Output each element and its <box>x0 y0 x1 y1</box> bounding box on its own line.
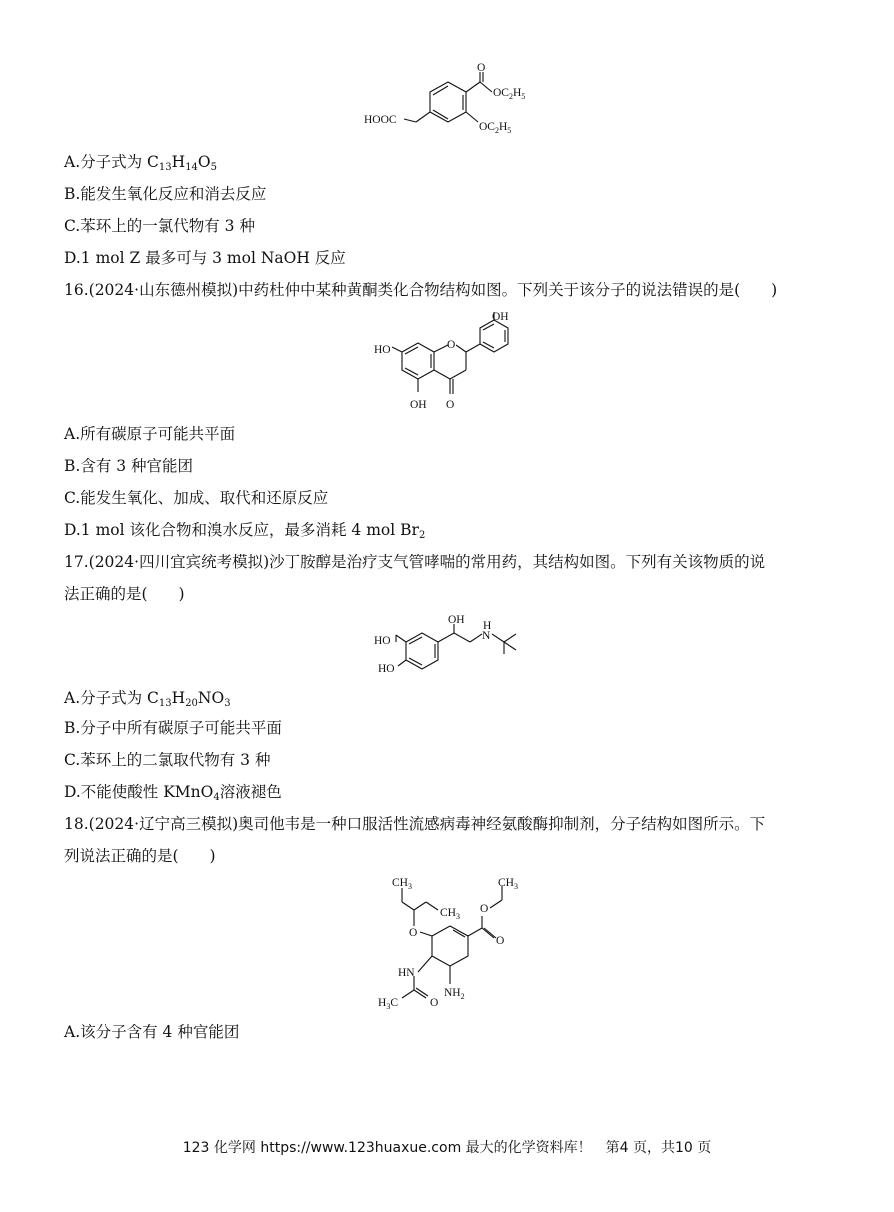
q15-option-c: C.苯环上的一氯代物有 3 种 <box>64 217 255 235</box>
svg-text:H3C: $H_3C$ <box>378 997 398 1011</box>
n-label: N <box>482 630 491 642</box>
svg-text:OC2H5: $OC_2H_5$ <box>479 121 512 135</box>
hn-label: HN <box>398 967 415 979</box>
carbonyl-o-label: O <box>496 935 505 947</box>
q16-option-d: D.1 mol 该化合物和溴水反应，最多消耗 4 mol $Br_2$ <box>64 521 426 541</box>
svg-text:NH2: $NH_2$ <box>444 987 465 1001</box>
ester-o-label: O <box>480 903 489 915</box>
q16-option-c: C.能发生氧化、加成、取代和还原反应 <box>64 489 329 507</box>
ketone-o-label: O <box>446 399 455 411</box>
nh-h-label: H <box>483 620 492 632</box>
q15-option-d: D.1 mol Z 最多可与 3 mol NaOH 反应 <box>64 249 346 267</box>
q18-stem-line2: 列说法正确的是( ) <box>64 847 216 865</box>
q18-stem-line1: 18.(2024·辽宁高三模拟)奥司他韦是一种口服活性流感病毒神经氨酸酶抑制剂，分子结构如图所示。下 <box>64 815 766 833</box>
q16-option-a: A.所有碳原子可能共平面 <box>64 425 236 443</box>
q17-structure <box>370 612 530 684</box>
q16-option-b: B.含有 3 种官能团 <box>64 457 194 475</box>
oh-bottom-label: OH <box>410 399 427 411</box>
svg-text:CH3: $CH_3$ <box>440 907 460 921</box>
q17-option-c: C.苯环上的二氯取代物有 3 种 <box>64 751 271 769</box>
q17-stem-line2: 法正确的是( ) <box>64 585 185 603</box>
ho-top-label: HO <box>374 635 391 647</box>
svg-text:OC2H5: $OC_2H_5$ <box>493 87 526 101</box>
q18-structure <box>374 872 534 1018</box>
q18-option-a: A.该分子含有 4 种官能团 <box>64 1023 240 1041</box>
page-footer: 123 化学网 https://www.123huaxue.com 最大的化学资料库！ 第4 页，共10 页 <box>182 1140 712 1156</box>
svg-text:CH3: $CH_3$ <box>392 877 412 891</box>
q15-structure <box>360 62 540 142</box>
ring-o-label: O <box>447 339 456 351</box>
q15-option-a: A.分子式为 $C_{13}H_{14}O_5$ <box>64 153 218 173</box>
svg-text:CH3: $CH_3$ <box>498 877 518 891</box>
ho-left-label: HO <box>374 344 391 356</box>
oh-label: OH <box>448 614 465 626</box>
q17-option-a: A.分子式为 $C_{13}H_{20}NO_3$ <box>64 689 231 709</box>
carbonyl-o-label: O <box>477 62 486 74</box>
ho-bottom-label: HO <box>378 663 395 675</box>
q17-stem-line1: 17.(2024·四川宜宾统考模拟)沙丁胺醇是治疗支气管哮喘的常用药，其结构如图。下列有关该物质的说 <box>64 553 766 571</box>
oh-top-label: OH <box>492 311 509 323</box>
q17-option-d: D.不能使酸性 KMnO$_4$溶液褪色 <box>64 783 282 803</box>
q16-stem: 16.(2024·山东德州模拟)中药杜仲中某种黄酮类化合物结构如图。下列关于该分子的说法错误的是( ) <box>64 281 778 299</box>
q15-option-b: B.能发生氧化反应和消去反应 <box>64 185 267 203</box>
q16-structure <box>370 308 530 416</box>
hooc-label: HOOC <box>364 114 397 126</box>
q17-option-b: B.分子中所有碳原子可能共平面 <box>64 719 282 737</box>
amide-o-label: O <box>430 997 439 1009</box>
ether-o-label: O <box>409 927 418 939</box>
